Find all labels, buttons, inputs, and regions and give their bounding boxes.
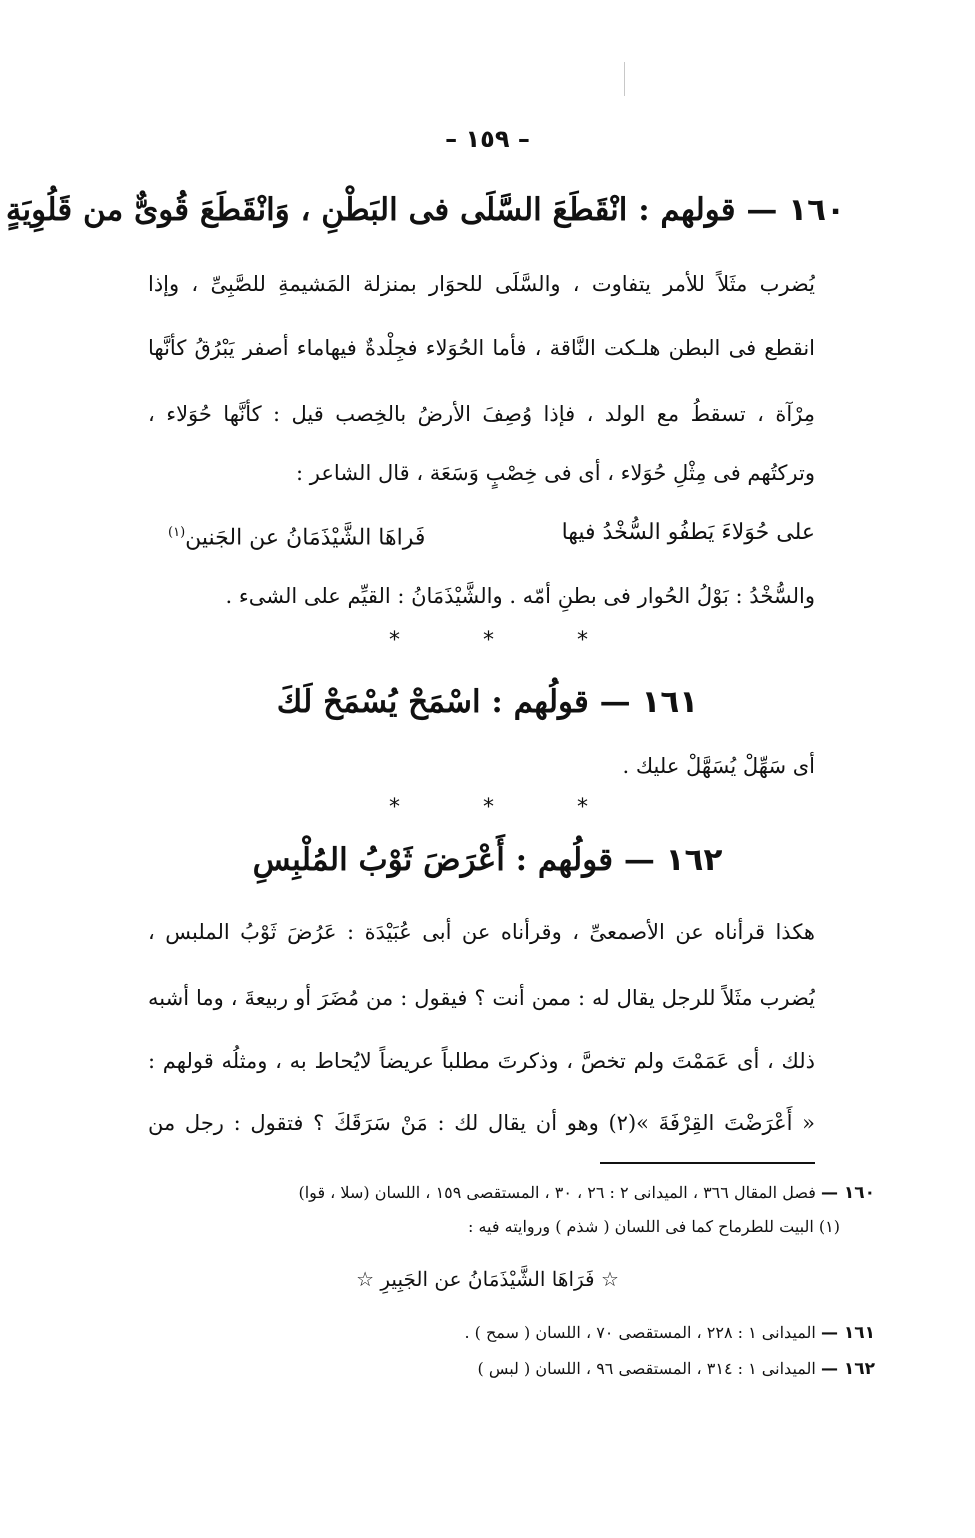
entry-number: ١٦٢: [665, 842, 723, 878]
footnote-number: ١٦٠ —: [820, 1183, 875, 1203]
footnote-text: البيت للطرماح كما فى اللسان ( شذم ) وروايته فيه :: [468, 1217, 814, 1236]
text-line: مِرْآة ، تسقطُ مع الولد ، فإذا وُصِفَ الأرضُ بالخِصب قيل : كأنَّها حُوَلاء ،: [148, 402, 815, 426]
text-line: ذلك ، أى عَمَمْتَ ولم تخصَّ ، وذكرتَ مطلباً عريضاً لايُحاط به ، ومثلُه قولهم :: [148, 1049, 815, 1073]
text-line: هكذا قرأناه عن الأصمعىِّ ، وقرأناه عن أبى عُبَيْدَة : عَرُضَ ثَوْبُ الملبس ،: [148, 920, 815, 944]
section-separator: * * *: [389, 795, 626, 820]
footnote-161: [148, 1320, 875, 1350]
footnote-marker: (١): [168, 525, 186, 540]
gloss-line: والسُّخْدُ : بَوْلُ الحُوار فى بطنِ أمّه . والشَّيْذَمَانُ : القيِّم على الشىء .: [225, 584, 815, 608]
entry-number: ١٦٠: [788, 192, 845, 228]
footnote-162: [148, 1356, 875, 1386]
entry-dash: —: [735, 192, 778, 228]
text-line: انقطع فى البطن هلـكت النَّاقة ، فأما الحُوَلاء فجِلْدةٌ فيهاماء أصفر يَبْرُقُ كأنَّها: [148, 336, 815, 360]
footnote-number: (١): [818, 1217, 840, 1236]
footnote-number: ١٦٢ —: [820, 1359, 875, 1379]
footnote-rule: [600, 1162, 815, 1164]
text-line: « أَعْرَضْتَ القِرْفَةَ »(٢) وهو أن يقال لك : مَنْ سَرَقَكَ ؟ فتقول : رجل من: [148, 1111, 815, 1135]
entry-number: ١٦١: [641, 684, 699, 720]
text-line: يُضرب مثَلاً للرجل يقال له : ممن أنت ؟ فيقول : من مُضَرَ أو ربيعةَ ، وما أشبه: [148, 986, 815, 1010]
verse-second-hemistich: فَراهَا الشَّيْذَمَانُ عن الجَنين: [185, 525, 426, 551]
entry-heading-162: [200, 842, 775, 878]
footnote-160: [148, 1180, 875, 1210]
footnote-number: ١٦١ —: [820, 1323, 875, 1343]
footnote-1: [148, 1214, 840, 1244]
poem-verse: [148, 515, 815, 555]
text-line: يُضرب مثَلاً للأمر يتفاوت ، والسَّلَى للحوَار بمنزلة المَشيمةِ للصَّبِىِّ ، وإذا: [148, 272, 815, 296]
entry-title: قولُهم : اسْمَحْ يُسْمَحْ لَكَ: [276, 684, 589, 720]
verse-first-hemistich: على حُوَلاءَ يَطفُو السُّخْدُ فيها: [561, 520, 815, 545]
footnote-text: فصل المقال ٣٦٦ ، الميدانى ٢ : ٢٦ ، ٣٠ ، المستقصى ١٥٩ ، اللسان (سلا ، قوا): [298, 1183, 816, 1202]
entry-heading-161: [200, 684, 775, 720]
footnote-text: الميدانى ١ : ٣١٤ ، المستقصى ٩٦ ، اللسان ( لبس ): [477, 1359, 816, 1378]
section-separator: * * *: [389, 628, 626, 653]
entry-heading-160: [5, 192, 845, 228]
entry-dash: —: [588, 684, 631, 720]
scan-mark: [624, 62, 625, 96]
text-line: أى سَهِّلْ يُسَهَّلْ عليك .: [622, 754, 815, 778]
footnote-text: الميدانى ١ : ٢٢٨ ، المستقصى ٧٠ ، اللسان ( سمح ) .: [464, 1323, 816, 1342]
entry-dash: —: [613, 842, 655, 878]
text-line: وتركتُهم فى مِثْلِ حُوَلاء ، أى فى خِصْبٍ وَسَعَة ، قال الشاعر :: [296, 461, 815, 485]
footnote-verse: ☆ فَرَاهَا الشَّيْذَمَانُ عن الجَبِيرِ ☆: [356, 1267, 619, 1291]
verse-second-hemistich-wrap: [168, 515, 425, 555]
entry-title: قولُهم : أَعْرَضَ ثَوْبُ المُلْبِسِ: [252, 842, 614, 878]
entry-title: قولهم : انْقَطَعَ السَّلَى فى البَطْنِ ، وَانْقَطَعَ قُوىٌّ من قَلُوِيَةٍ: [5, 192, 736, 228]
page-number: – ١٥٩ –: [445, 125, 530, 153]
